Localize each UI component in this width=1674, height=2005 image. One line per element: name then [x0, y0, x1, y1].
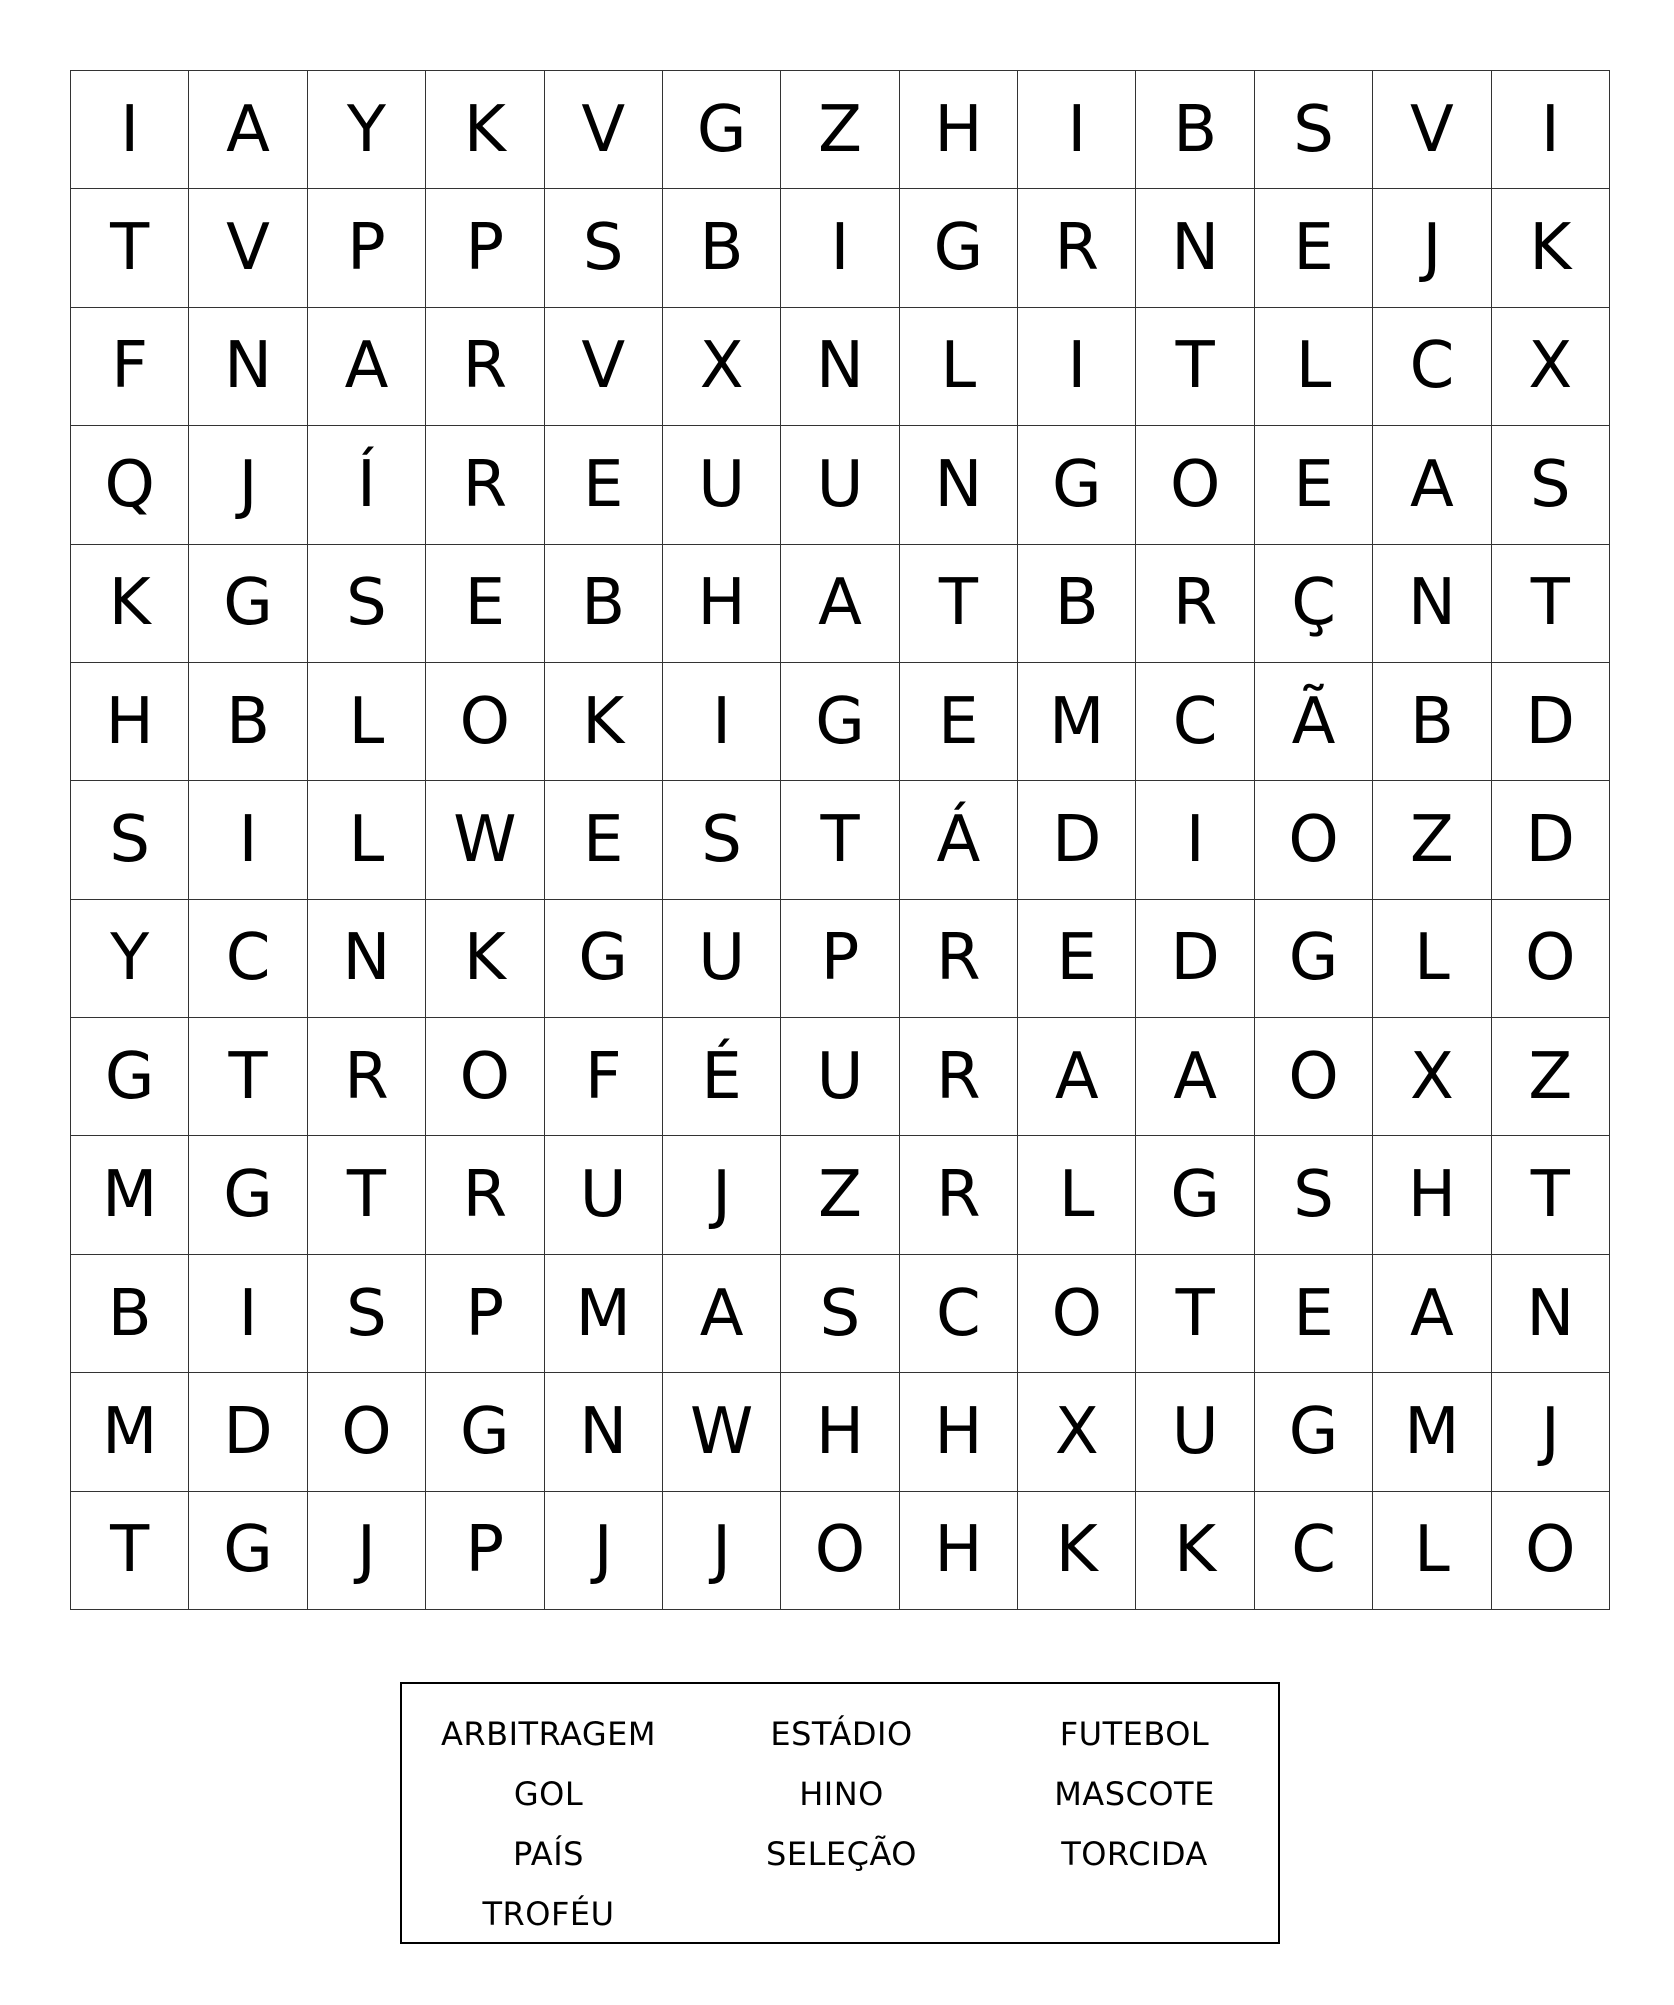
grid-cell[interactable]: B — [189, 663, 307, 781]
grid-cell[interactable]: I — [189, 1255, 307, 1373]
grid-cell[interactable]: Z — [1373, 781, 1491, 899]
grid-cell[interactable]: U — [1136, 1373, 1254, 1491]
grid-cell[interactable]: L — [1373, 1492, 1491, 1610]
grid-cell[interactable]: V — [1373, 71, 1491, 189]
grid-cell[interactable]: E — [1255, 426, 1373, 544]
grid-cell[interactable]: H — [900, 1492, 1018, 1610]
grid-cell[interactable]: O — [308, 1373, 426, 1491]
grid-cell[interactable]: E — [545, 781, 663, 899]
grid-cell[interactable]: M — [71, 1373, 189, 1491]
grid-cell[interactable]: J — [1373, 189, 1491, 307]
word-list-item: ARBITRAGEM — [441, 1715, 656, 1753]
grid-cell[interactable]: U — [663, 900, 781, 1018]
grid-cell[interactable]: R — [1136, 545, 1254, 663]
grid-cell[interactable]: W — [663, 1373, 781, 1491]
grid-cell[interactable]: B — [1018, 545, 1136, 663]
word-list-item: TROFÉU — [482, 1895, 615, 1933]
grid-cell[interactable]: D — [1136, 900, 1254, 1018]
grid-cell[interactable]: M — [1373, 1373, 1491, 1491]
grid-cell[interactable]: X — [1492, 308, 1610, 426]
grid-cell[interactable]: S — [1255, 1136, 1373, 1254]
grid-cell[interactable]: T — [781, 781, 899, 899]
grid-cell[interactable]: K — [1136, 1492, 1254, 1610]
grid-cell[interactable]: P — [426, 1492, 544, 1610]
grid-cell[interactable]: B — [1373, 663, 1491, 781]
grid-cell[interactable]: J — [545, 1492, 663, 1610]
grid-cell[interactable]: N — [1492, 1255, 1610, 1373]
grid-cell[interactable]: Á — [900, 781, 1018, 899]
grid-cell[interactable]: L — [308, 781, 426, 899]
grid-cell[interactable]: R — [426, 426, 544, 544]
grid-cell[interactable]: G — [1255, 900, 1373, 1018]
grid-cell[interactable]: E — [545, 426, 663, 544]
grid-cell[interactable]: N — [308, 900, 426, 1018]
grid-cell[interactable]: A — [1373, 1255, 1491, 1373]
grid-cell[interactable]: A — [308, 308, 426, 426]
grid-cell[interactable]: M — [545, 1255, 663, 1373]
grid-cell[interactable]: J — [189, 426, 307, 544]
grid-cell[interactable]: O — [781, 1492, 899, 1610]
word-list-column — [988, 1704, 1281, 1884]
grid-cell[interactable]: K — [545, 663, 663, 781]
grid-cell[interactable]: G — [900, 189, 1018, 307]
word-list-item: SELEÇÃO — [766, 1835, 917, 1873]
grid-cell[interactable]: O — [1255, 781, 1373, 899]
grid-cell[interactable]: X — [1373, 1018, 1491, 1136]
grid-cell[interactable]: E — [1255, 189, 1373, 307]
grid-cell[interactable]: H — [71, 663, 189, 781]
grid-cell[interactable]: R — [900, 1018, 1018, 1136]
grid-cell[interactable]: O — [426, 1018, 544, 1136]
grid-cell[interactable]: A — [1136, 1018, 1254, 1136]
grid-cell[interactable]: Ç — [1255, 545, 1373, 663]
letter-grid — [70, 70, 1610, 1610]
grid-cell[interactable]: A — [663, 1255, 781, 1373]
grid-cell[interactable]: Z — [1492, 1018, 1610, 1136]
grid-cell[interactable]: Y — [308, 71, 426, 189]
grid-cell[interactable]: L — [308, 663, 426, 781]
word-list-column — [695, 1704, 988, 1884]
grid-cell[interactable]: K — [1492, 189, 1610, 307]
grid-cell[interactable]: A — [1373, 426, 1491, 544]
grid-cell[interactable]: O — [1136, 426, 1254, 544]
grid-cell[interactable]: D — [1018, 781, 1136, 899]
grid-cell[interactable]: I — [1018, 308, 1136, 426]
grid-cell[interactable]: E — [426, 545, 544, 663]
grid-cell[interactable]: H — [1373, 1136, 1491, 1254]
grid-cell[interactable]: L — [1018, 1136, 1136, 1254]
grid-cell[interactable]: H — [900, 1373, 1018, 1491]
grid-cell[interactable]: F — [71, 308, 189, 426]
grid-cell[interactable]: H — [663, 545, 781, 663]
word-list-item: MASCOTE — [1054, 1775, 1215, 1813]
grid-cell[interactable]: U — [781, 426, 899, 544]
grid-cell[interactable]: V — [189, 189, 307, 307]
word-list-box — [400, 1682, 1280, 1944]
grid-cell[interactable]: R — [426, 308, 544, 426]
grid-cell[interactable]: P — [781, 900, 899, 1018]
grid-cell[interactable]: I — [71, 71, 189, 189]
grid-cell[interactable]: U — [545, 1136, 663, 1254]
grid-cell[interactable]: T — [71, 1492, 189, 1610]
grid-cell[interactable]: K — [1018, 1492, 1136, 1610]
grid-cell[interactable]: U — [663, 426, 781, 544]
grid-cell[interactable]: G — [1018, 426, 1136, 544]
grid-cell[interactable]: S — [1492, 426, 1610, 544]
grid-cell[interactable]: Z — [781, 1136, 899, 1254]
grid-cell[interactable]: S — [71, 781, 189, 899]
grid-cell[interactable]: B — [545, 545, 663, 663]
grid-cell[interactable]: J — [1492, 1373, 1610, 1491]
grid-cell[interactable]: G — [189, 1492, 307, 1610]
grid-cell[interactable]: T — [308, 1136, 426, 1254]
grid-cell[interactable]: G — [1255, 1373, 1373, 1491]
grid-cell[interactable]: H — [900, 71, 1018, 189]
grid-cell[interactable]: I — [1492, 71, 1610, 189]
grid-cell[interactable]: R — [1018, 189, 1136, 307]
grid-cell[interactable]: K — [71, 545, 189, 663]
grid-cell[interactable]: I — [781, 189, 899, 307]
grid-cell[interactable]: J — [663, 1136, 781, 1254]
grid-cell[interactable]: G — [426, 1373, 544, 1491]
grid-cell[interactable]: P — [426, 1255, 544, 1373]
grid-cell[interactable]: A — [1018, 1018, 1136, 1136]
grid-cell[interactable]: D — [189, 1373, 307, 1491]
grid-cell[interactable]: I — [1018, 71, 1136, 189]
grid-cell[interactable]: R — [900, 1136, 1018, 1254]
grid-cell[interactable]: D — [1492, 663, 1610, 781]
grid-cell[interactable]: K — [426, 900, 544, 1018]
grid-cell[interactable]: G — [663, 71, 781, 189]
grid-cell[interactable]: U — [781, 1018, 899, 1136]
grid-cell[interactable]: L — [1255, 308, 1373, 426]
grid-cell[interactable]: S — [545, 189, 663, 307]
grid-cell[interactable]: I — [189, 781, 307, 899]
grid-cell[interactable]: L — [1373, 900, 1491, 1018]
grid-cell[interactable]: D — [1492, 781, 1610, 899]
grid-cell[interactable]: T — [900, 545, 1018, 663]
grid-cell[interactable]: E — [1018, 900, 1136, 1018]
grid-cell[interactable]: S — [781, 1255, 899, 1373]
grid-cell[interactable]: P — [308, 189, 426, 307]
word-list-item: TORCIDA — [1061, 1835, 1208, 1873]
grid-cell[interactable]: N — [189, 308, 307, 426]
grid-cell[interactable]: N — [781, 308, 899, 426]
grid-cell[interactable]: N — [1136, 189, 1254, 307]
grid-cell[interactable]: V — [545, 308, 663, 426]
word-list-item: PAÍS — [513, 1835, 584, 1873]
grid-cell[interactable]: S — [663, 781, 781, 899]
grid-cell[interactable]: S — [308, 1255, 426, 1373]
grid-cell[interactable]: G — [1136, 1136, 1254, 1254]
grid-cell[interactable]: O — [1018, 1255, 1136, 1373]
grid-cell[interactable]: A — [781, 545, 899, 663]
grid-cell[interactable]: T — [1492, 545, 1610, 663]
grid-cell[interactable]: T — [189, 1018, 307, 1136]
grid-cell[interactable]: I — [1136, 781, 1254, 899]
grid-cell[interactable]: S — [1255, 71, 1373, 189]
grid-cell[interactable]: B — [71, 1255, 189, 1373]
grid-cell[interactable]: V — [545, 71, 663, 189]
grid-cell[interactable]: J — [663, 1492, 781, 1610]
word-list-item: HINO — [799, 1775, 884, 1813]
grid-cell[interactable]: Í — [308, 426, 426, 544]
grid-cell[interactable]: G — [545, 900, 663, 1018]
grid-cell[interactable]: Ã — [1255, 663, 1373, 781]
grid-cell[interactable]: T — [1136, 308, 1254, 426]
grid-cell[interactable]: C — [1255, 1492, 1373, 1610]
grid-cell[interactable]: R — [426, 1136, 544, 1254]
grid-cell[interactable]: P — [426, 189, 544, 307]
grid-cell[interactable]: E — [900, 663, 1018, 781]
grid-cell[interactable]: I — [663, 663, 781, 781]
word-list-item: ESTÁDIO — [770, 1715, 913, 1753]
grid-cell[interactable]: H — [781, 1373, 899, 1491]
grid-cell[interactable]: X — [663, 308, 781, 426]
grid-cell[interactable]: W — [426, 781, 544, 899]
grid-cell[interactable]: K — [426, 71, 544, 189]
grid-cell[interactable]: N — [1373, 545, 1491, 663]
grid-cell[interactable]: C — [1136, 663, 1254, 781]
grid-cell[interactable]: T — [1492, 1136, 1610, 1254]
grid-cell[interactable]: C — [1373, 308, 1491, 426]
grid-cell[interactable]: X — [1018, 1373, 1136, 1491]
grid-cell[interactable]: Z — [781, 71, 899, 189]
grid-cell[interactable]: R — [308, 1018, 426, 1136]
grid-cell[interactable]: Y — [71, 900, 189, 1018]
grid-cell[interactable]: G — [781, 663, 899, 781]
grid-cell[interactable]: M — [71, 1136, 189, 1254]
grid-cell[interactable]: O — [1255, 1018, 1373, 1136]
grid-cell[interactable]: S — [308, 545, 426, 663]
grid-cell[interactable]: B — [1136, 71, 1254, 189]
grid-cell[interactable]: F — [545, 1018, 663, 1136]
grid-cell[interactable]: G — [189, 545, 307, 663]
word-list-item: FUTEBOL — [1059, 1715, 1210, 1753]
grid-cell[interactable]: J — [308, 1492, 426, 1610]
grid-cell[interactable]: A — [189, 71, 307, 189]
grid-cell[interactable]: R — [900, 900, 1018, 1018]
grid-cell[interactable]: B — [663, 189, 781, 307]
grid-cell[interactable]: N — [900, 426, 1018, 544]
grid-cell[interactable]: M — [1018, 663, 1136, 781]
grid-cell[interactable]: N — [545, 1373, 663, 1491]
grid-cell[interactable]: G — [189, 1136, 307, 1254]
grid-cell[interactable]: O — [1492, 1492, 1610, 1610]
grid-cell[interactable]: C — [900, 1255, 1018, 1373]
grid-cell[interactable]: E — [1255, 1255, 1373, 1373]
grid-cell[interactable]: O — [426, 663, 544, 781]
grid-cell[interactable]: G — [71, 1018, 189, 1136]
grid-cell[interactable]: T — [1136, 1255, 1254, 1373]
grid-cell[interactable]: T — [71, 189, 189, 307]
grid-cell[interactable]: L — [900, 308, 1018, 426]
word-list-column — [402, 1704, 695, 1944]
grid-cell[interactable]: Q — [71, 426, 189, 544]
grid-cell[interactable]: C — [189, 900, 307, 1018]
grid-cell[interactable]: O — [1492, 900, 1610, 1018]
word-list-item: GOL — [513, 1775, 584, 1813]
grid-cell[interactable]: É — [663, 1018, 781, 1136]
